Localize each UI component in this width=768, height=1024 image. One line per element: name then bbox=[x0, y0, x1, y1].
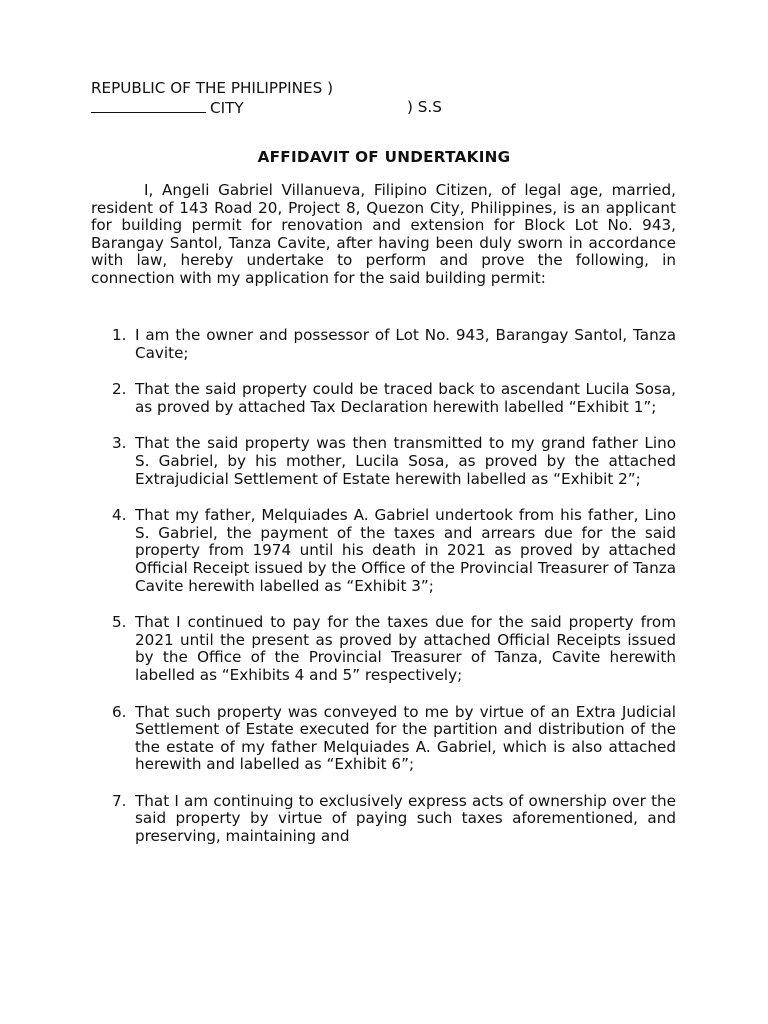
item-number: 7. bbox=[112, 791, 127, 810]
city-blank bbox=[91, 98, 206, 113]
item-number: 5. bbox=[112, 613, 127, 632]
item-number: 4. bbox=[112, 506, 127, 525]
item-number: 6. bbox=[112, 702, 127, 721]
item-text: That the said property could be traced back to ascendant Lucila Sosa, as proved by attached Tax Declaration herewith labelled “Exhibit 1”; bbox=[135, 380, 676, 416]
intro-paragraph: I, Angeli Gabriel Villanueva, Filipino Citizen, of legal age, married, resident of 143 Road 20, Project 8, Quezon City, Philippines, is an applicant for building permit for renovation and extension for Block Lot No. 943, Barangay Santol, Tanza Cavite, after having been duly sworn in accordance with law, hereby undertake to perform and prove the following, in connection with my application for the said building permit: bbox=[91, 181, 676, 287]
list-item bbox=[91, 704, 676, 774]
document-title: AFFIDAVIT OF UNDERTAKING bbox=[257, 148, 511, 166]
item-text: That I continued to pay for the taxes due for the said property from 2021 until the present as proved by attached Official Receipts issued by the Office of the Provincial Treasurer of Tanza, Cavite herewith labelled as “Exhibits 4 and 5” respectively; bbox=[135, 613, 676, 684]
city-text: CITY bbox=[210, 99, 244, 117]
item-text: That my father, Melquiades A. Gabriel undertook from his father, Lino S. Gabriel, the payment of the taxes and arrears due for the said property from 1974 until his death in 2021 as proved by attached Official Receipt issued by the Office of the Provincial Treasurer of Tanza Cavite herewith labelled as “Exhibit 3”; bbox=[135, 506, 676, 595]
item-text: That such property was conveyed to me by virtue of an Extra Judicial Settlement of Estate executed for the partition and distribution of the the estate of my father Melquiades A. Gabriel, which is also attached herewith and labelled as “Exhibit 6”; bbox=[135, 702, 676, 774]
list-item bbox=[91, 435, 676, 488]
list-item bbox=[91, 507, 676, 595]
list-item bbox=[91, 793, 676, 846]
republic-line bbox=[91, 79, 691, 98]
item-text: That the said property was then transmitted to my grand father Lino S. Gabriel, by his mother, Lucila Sosa, as proved by the attached Extrajudicial Settlement of Estate herewith labelled as “Exhibit 2”; bbox=[135, 434, 676, 488]
republic-text: REPUBLIC OF THE PHILIPPINES ) bbox=[91, 79, 333, 97]
item-number: 1. bbox=[112, 326, 127, 344]
list-item bbox=[91, 381, 676, 416]
venue-header bbox=[91, 79, 691, 117]
item-number: 2. bbox=[112, 380, 127, 399]
list-item bbox=[91, 327, 676, 362]
city-line bbox=[91, 98, 691, 117]
item-text: That I am continuing to exclusively express acts of ownership over the said property by virtue of paying such taxes aforementioned, and preserving, maintaining and bbox=[135, 791, 676, 846]
undertaking-list bbox=[91, 327, 676, 865]
ss-text: ) S.S bbox=[407, 98, 442, 116]
list-item bbox=[91, 614, 676, 684]
item-text: I am the owner and possessor of Lot No. 943, Barangay Santol, Tanza Cavite; bbox=[135, 326, 676, 362]
item-number: 3. bbox=[112, 434, 127, 453]
